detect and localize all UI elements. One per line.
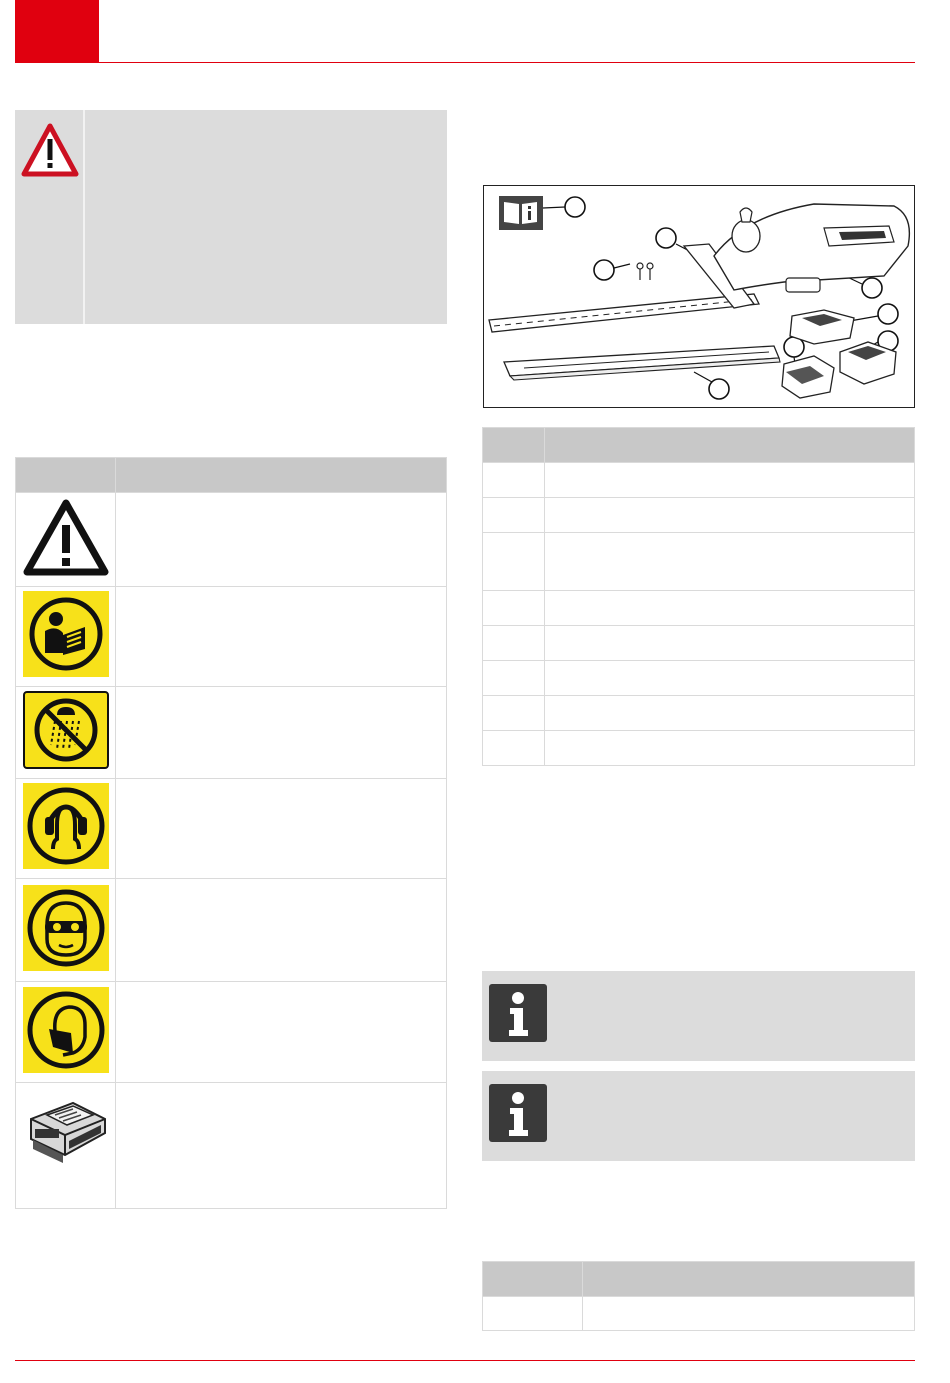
symbol-description	[116, 879, 447, 982]
symbol-description	[116, 493, 447, 587]
table-row	[16, 779, 447, 879]
table-row	[483, 498, 915, 533]
symbol-cell	[16, 1083, 116, 1209]
table-row	[483, 731, 915, 766]
info-box	[482, 1071, 915, 1161]
info-box	[482, 971, 915, 1061]
header-cell-2	[583, 1262, 915, 1297]
chapter-tab	[15, 0, 99, 62]
table-row	[16, 879, 447, 982]
spec-table	[482, 1261, 915, 1331]
symbol-cell	[16, 982, 116, 1083]
table-row	[483, 1297, 915, 1331]
symbol-description	[116, 982, 447, 1083]
symbol-cell	[16, 779, 116, 879]
symbol-description	[116, 687, 447, 779]
table-row	[483, 626, 915, 661]
read-manual-icon	[23, 591, 109, 677]
symbol-cell	[16, 587, 116, 687]
symbol-description	[116, 779, 447, 879]
table-row	[483, 463, 915, 498]
table-row	[16, 982, 447, 1083]
symbol-cell	[16, 493, 116, 587]
table-header-row	[16, 458, 447, 493]
footer-rule	[15, 1360, 915, 1361]
table-row	[16, 687, 447, 779]
ear-protection-icon	[23, 783, 109, 869]
no-rain-icon	[23, 691, 109, 769]
manual-book-icon	[499, 196, 543, 230]
table-header-row	[483, 428, 915, 463]
info-icon	[489, 984, 547, 1042]
symbol-description	[116, 1083, 447, 1209]
warning-triangle-icon	[20, 122, 80, 178]
parts-table	[482, 427, 915, 766]
table-row	[16, 1083, 447, 1209]
dust-mask-icon	[23, 987, 109, 1073]
symbol-cell	[16, 687, 116, 779]
header-cell-part	[545, 428, 915, 463]
header-cell-number	[483, 428, 545, 463]
product-figure	[483, 185, 915, 408]
hedge-trimmer-illustration	[484, 186, 914, 407]
header-cell-symbol	[16, 458, 116, 493]
warning-box	[15, 110, 447, 324]
table-row	[483, 533, 915, 591]
warning-triangle-icon	[22, 497, 110, 577]
table-row	[483, 696, 915, 731]
table-row	[16, 587, 447, 687]
table-row	[16, 493, 447, 587]
symbols-table	[15, 457, 447, 1209]
table-row	[483, 591, 915, 626]
header-rule	[15, 62, 915, 63]
battery-pack-icon	[21, 1093, 111, 1167]
symbol-description	[116, 587, 447, 687]
eye-protection-icon	[23, 885, 109, 971]
header-cell-1	[483, 1262, 583, 1297]
header-cell-description	[116, 458, 447, 493]
symbol-cell	[16, 879, 116, 982]
table-row	[483, 661, 915, 696]
table-header-row	[483, 1262, 915, 1297]
info-icon	[489, 1084, 547, 1142]
